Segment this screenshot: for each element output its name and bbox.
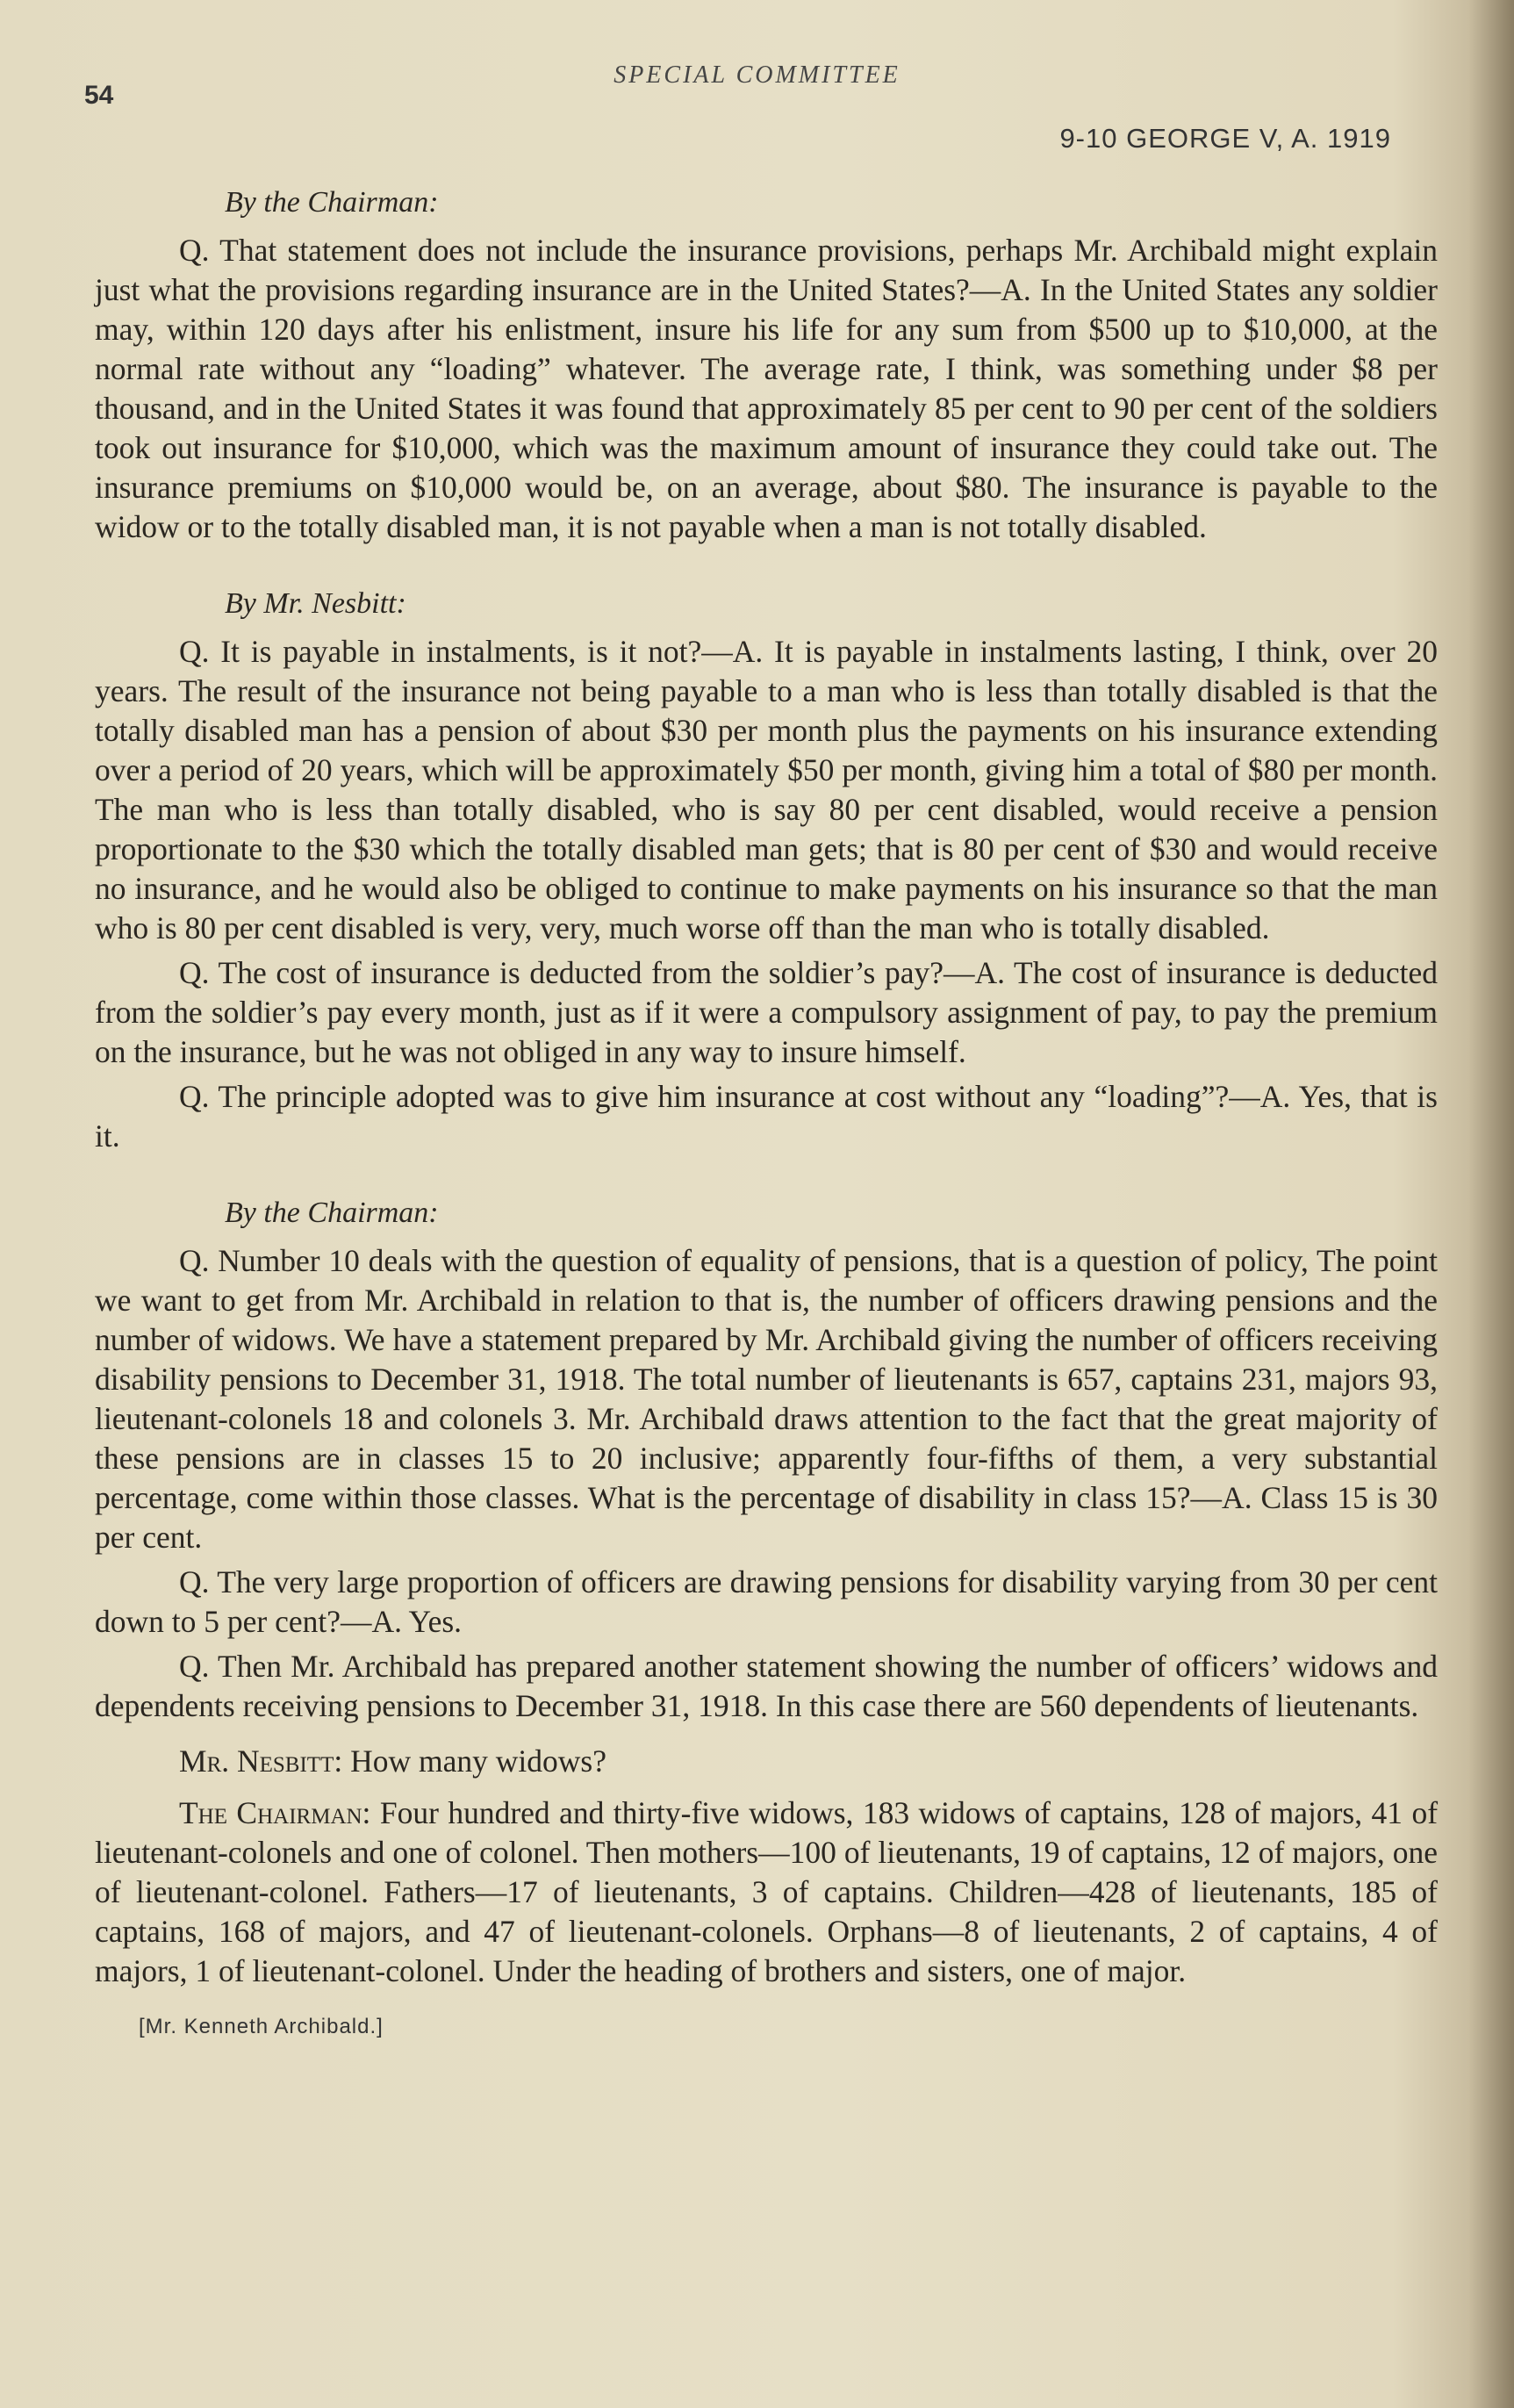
speaker-name-chairman: The Chairman: bbox=[179, 1795, 371, 1830]
section-speaker: By Mr. Nesbitt: bbox=[225, 587, 406, 620]
running-head: SPECIAL COMMITTEE bbox=[613, 61, 901, 89]
document-body bbox=[95, 183, 1438, 2046]
speaker-name-nesbitt: Mr. Nesbitt: bbox=[179, 1743, 343, 1779]
section-speaker: By the Chairman: bbox=[225, 1197, 439, 1229]
paragraph: Q. That statement does not include the insurance provisions, perhaps Mr. Archibald might explain just what the provisions regarding insurance are in the United States?—A. In the United States any soldier may, within 120 days after his enlistment, insure his life for any sum from $500 up to $10,000, at the normal rate without any “loading” whatever. The average rate, I think, was something under $8 per thousand, and in the United States it was found that approximately 85 per cent to 90 per cent of the soldiers took out insurance for $10,000, which was the maximum amount of insurance they could take out. The insurance premiums on $10,000 would be, on an average, about $80. The insurance is payable to the widow or to the totally disabled man, it is not payable when a man is not totally disabled. bbox=[95, 233, 1438, 544]
paragraph: Q. The principle adopted was to give him insurance at cost without any “loading”?—A. Yes, that is it. bbox=[95, 1079, 1438, 1154]
speaker-text: How many widows? bbox=[350, 1743, 606, 1779]
paragraph: Q. Number 10 deals with the question of equality of pensions, that is a question of policy, The point we want to get from Mr. Archibald in relation to that is, the number of officers drawing pensions and the number of widows. We have a statement prepared by Mr. Archibald giving the number of officers receiving disability pensions to December 31, 1918. The total number of lieutenants is 657, captains 231, majors 93, lieutenant-colonels 18 and colonels 3. Mr. Archibald draws attention to the fact that the great majority of these pensions are in classes 15 to 20 inclusive; apparently four-fifths of them, a very substantial percentage, come within those classes. What is the percentage of disability in class 15?—A. Class 15 is 30 per cent. bbox=[95, 1243, 1438, 1555]
session-line: 9-10 GEORGE V, A. 1919 bbox=[1059, 123, 1391, 154]
paragraph: Q. It is payable in instalments, is it not?—A. It is payable in instalments lasting, I think, over 20 years. The result of the insurance not being payable to a man who is less than totally disabled is that the totally disabled man has a pension of about $30 per month plus the payments on his insurance extending over a period of 20 years, which will be approximately $50 per month, giving him a total of $80 per month. The man who is less than totally disabled, who is say 80 per cent disabled, would receive a pension proportionate to the $30 which the totally disabled man gets; that is 80 per cent of $30 and would receive no insurance, and he would also be obliged to continue to make payments on his insurance so that the man who is 80 per cent disabled is very, very, much worse off than the man who is totally disabled. bbox=[95, 634, 1438, 945]
paragraph: Q. The cost of insurance is deducted from the soldier’s pay?—A. The cost of insurance is deducted from the soldier’s pay every month, just as if it were a compulsory assignment of pay, to pay the premium on the insurance, but he was not obliged in any way to insure himself. bbox=[95, 955, 1438, 1069]
section-speaker: By the Chairman: bbox=[225, 186, 439, 219]
paragraph: Q. The very large proportion of officers are drawing pensions for disability varying from 30 per cent down to 5 per cent?—A. Yes. bbox=[95, 1564, 1438, 1639]
paragraph: Q. Then Mr. Archibald has prepared another statement showing the number of officers’ widows and dependents receiving pensions to December 31, 1918. In this case there are 560 dependents of lieutenants. bbox=[95, 1649, 1438, 1723]
page-number: 54 bbox=[84, 81, 114, 110]
speaker-paragraph bbox=[95, 1742, 1438, 1781]
witness-credit: [Mr. Kenneth Archibald.] bbox=[139, 2015, 384, 2038]
speaker-text: Four hundred and thirty-five widows, 183 widows of captains, 128 of majors, 41 of lieutenant-colonels and one of colonel. Then mothers—100 of lieutenants, 19 of captains, 12 of majors, one of lieutenant-colonel. Fathers—17 of lieutenants, 3 of captains. Children—428 of lieutenants, 185 of captains, 168 of majors, and 47 of lieutenant-colonels. Orphans—8 of lieutenants, 2 of captains, 4 of majors, 1 of lieutenant-colonel. Under the heading of brothers and sisters, one of major. bbox=[95, 1795, 1439, 1988]
speaker-paragraph bbox=[95, 1793, 1438, 1991]
